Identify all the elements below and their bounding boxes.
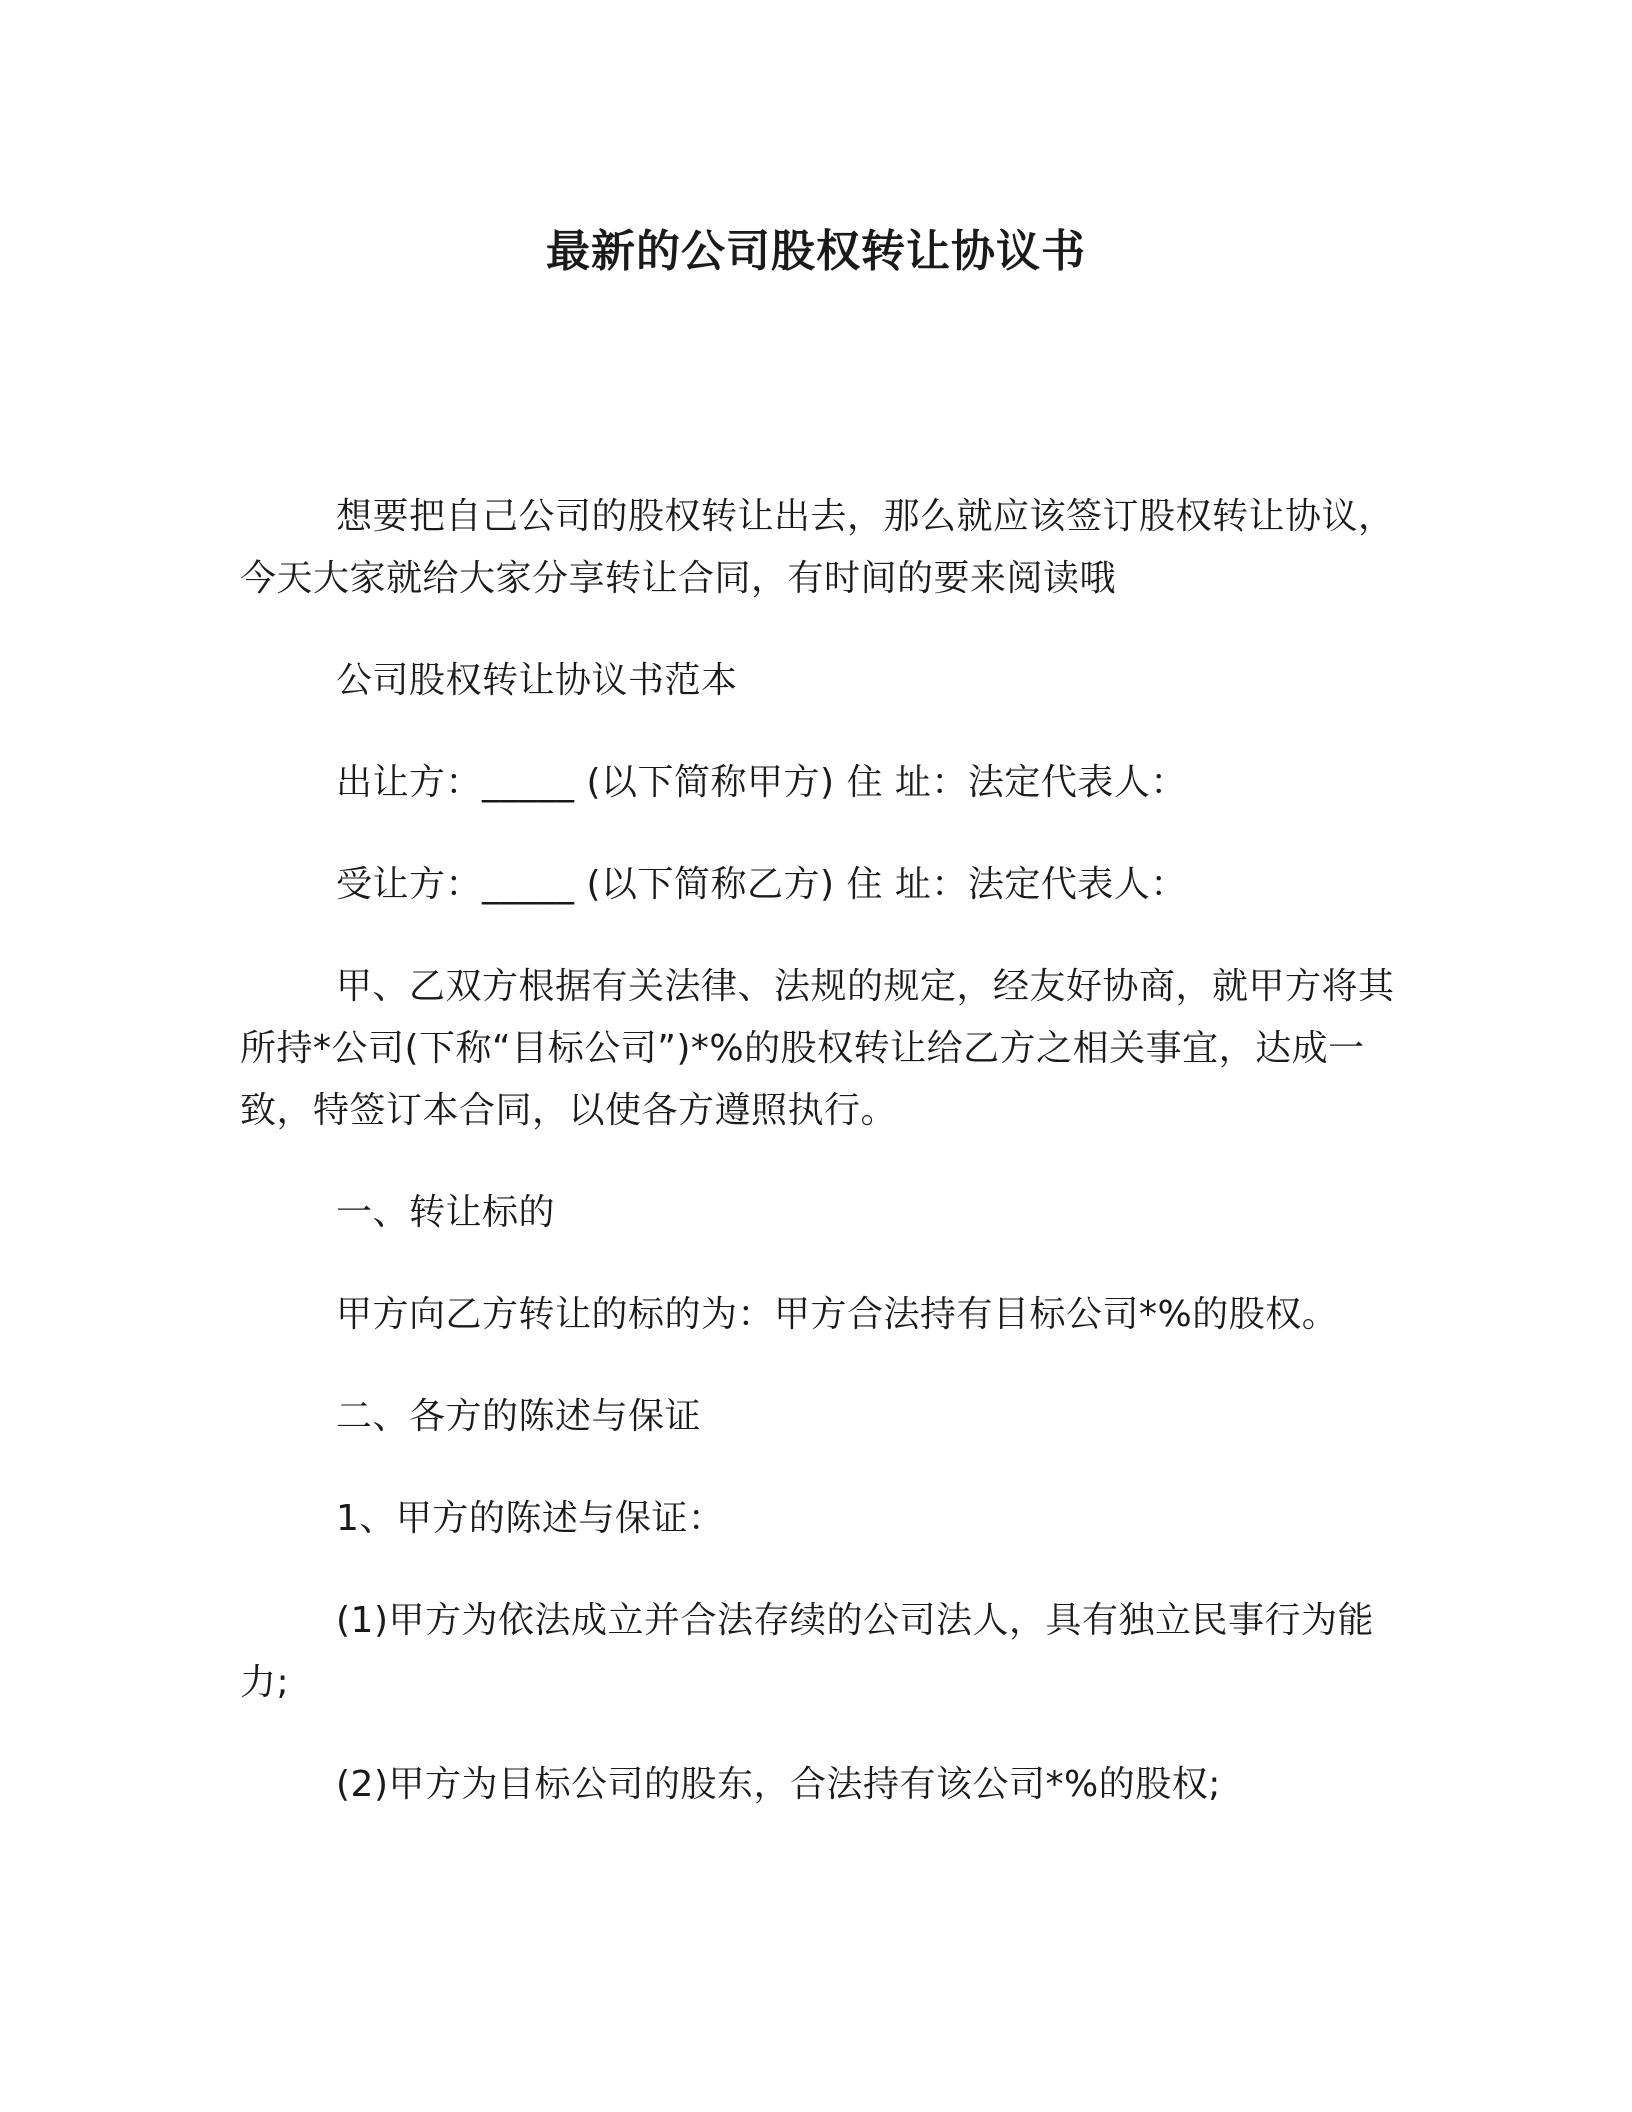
transferor-line: 出让方：_____ (以下简称甲方) 住 址：法定代表人： [336,762,1187,803]
section-heading-1: 一、转让标的 [336,1192,556,1233]
document-title: 最新的公司股权转让协议书 [546,226,1086,277]
template-heading: 公司股权转让协议书范本 [336,660,738,701]
intro-paragraph: 想要把自己公司的股权转让出去，那么就应该签订股权转让协议，今天大家就给大家分享转让合同，有时间的要来阅读哦 [240,496,1395,599]
agreement-preamble: 甲、乙双方根据有关法律、法规的规定，经友好协商，就甲方将其所持*公司(下称“目标公司”)*%的股权转让给乙方之相关事宜，达成一致，特签订本合同，以使各方遵照执行。 [240,966,1395,1131]
transfer-subject-paragraph: 甲方向乙方转让的标的为：甲方合法持有目标公司*%的股权。 [336,1294,1339,1335]
clause-1: (1)甲方为依法成立并合法存续的公司法人，具有独立民事行为能力; [240,1600,1374,1703]
transferee-line: 受让方：_____ (以下简称乙方) 住 址：法定代表人： [336,864,1187,905]
section-heading-2: 二、各方的陈述与保证 [336,1396,702,1437]
subsection-heading-1: 1、甲方的陈述与保证： [336,1498,725,1539]
clause-2: (2)甲方为目标公司的股东，合法持有该公司*%的股权; [336,1764,1221,1805]
document-body [240,486,1400,1856]
